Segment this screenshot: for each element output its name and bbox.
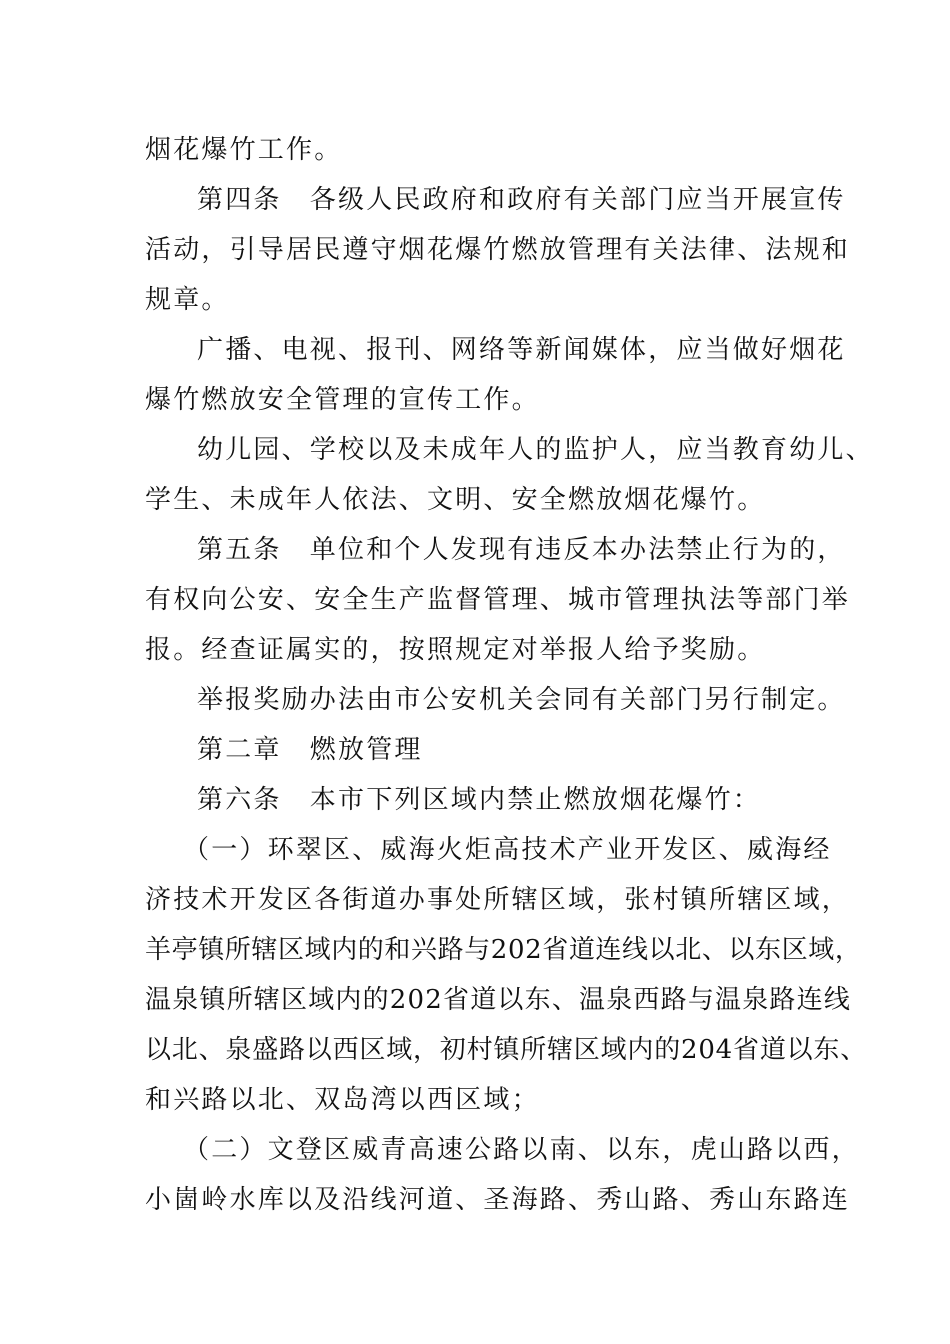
- text-line: 规章。: [145, 285, 230, 315]
- article-4-heading-line: 第四条 各级人民政府和政府有关部门应当开展宣传: [197, 185, 846, 215]
- item-2-first-line: （二）文登区威青高速公路以南、以东，虎山路以西，: [183, 1135, 860, 1165]
- paragraph-first-line: 举报奖励办法由市公安机关会同有关部门另行制定。: [197, 685, 846, 715]
- text-line: 和兴路以北、双岛湾以西区域；: [145, 1085, 540, 1115]
- text-line: 温泉镇所辖区域内的202省道以东、温泉西路与温泉路连线: [145, 985, 852, 1015]
- text-line: 小崮岭水库以及沿线河道、圣海路、秀山路、秀山东路连: [145, 1185, 851, 1215]
- text-line: 烟花爆竹工作。: [145, 135, 343, 165]
- text-line: 爆竹燃放安全管理的宣传工作。: [145, 385, 540, 415]
- text-line: 济技术开发区各街道办事处所辖区域，张村镇所辖区域，: [145, 885, 851, 915]
- text-line: 羊亭镇所辖区域内的和兴路与202省道连线以北、以东区域，: [145, 935, 862, 965]
- article-6-heading-line: 第六条 本市下列区域内禁止燃放烟花爆竹：: [197, 785, 762, 815]
- paragraph-first-line: 幼儿园、学校以及未成年人的监护人，应当教育幼儿、: [197, 435, 874, 465]
- article-5-heading-line: 第五条 单位和个人发现有违反本办法禁止行为的，: [197, 535, 846, 565]
- text-line: 以北、泉盛路以西区域，初村镇所辖区域内的204省道以东、: [145, 1035, 868, 1065]
- text-line: 有权向公安、安全生产监督管理、城市管理执法等部门举: [145, 585, 851, 615]
- item-1-first-line: （一）环翠区、威海火炬高技术产业开发区、威海经: [183, 835, 832, 865]
- chapter-2-heading: 第二章 燃放管理: [197, 735, 423, 765]
- text-line: 学生、未成年人依法、文明、安全燃放烟花爆竹。: [145, 485, 766, 515]
- text-line: 报。经查证属实的，按照规定对举报人给予奖励。: [145, 635, 766, 665]
- text-line: 活动，引导居民遵守烟花爆竹燃放管理有关法律、法规和: [145, 235, 851, 265]
- paragraph-first-line: 广播、电视、报刊、网络等新闻媒体，应当做好烟花: [197, 335, 846, 365]
